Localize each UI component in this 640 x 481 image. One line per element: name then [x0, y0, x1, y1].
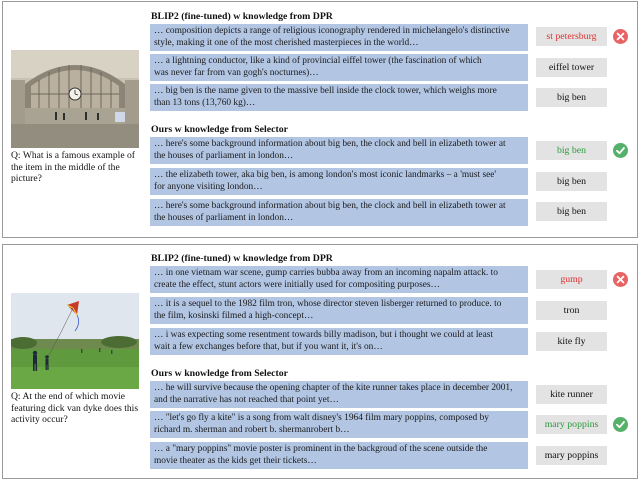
train-station-photo	[11, 50, 139, 148]
selector-passage-3: … a "mary poppins" movie poster is prominent in the backgroud of the scene outside the movie theater as the kids get their tickets…	[150, 442, 528, 469]
dpr-answer-1: gump	[536, 270, 607, 289]
selector-answer-1: kite runner	[536, 385, 607, 404]
dpr-answer-1: st petersburg	[536, 27, 607, 46]
dpr-passage-1: … in one vietnam war scene, gump carries bubba away from an incoming napalm attack. to create the effect, stunt actors were initially used for compositing purposes…	[150, 266, 528, 293]
dpr-passage-1: … composition depicts a range of religious iconography rendered in michelangelo's distinctive style, making it one of the most cherished masterpieces in the world…	[150, 24, 528, 51]
selector-passage-1: … he will survive because the opening chapter of the kite runner takes place in december 2001, and the narrative has not reached that point yet…	[150, 381, 528, 408]
wrong-x-icon	[613, 272, 628, 287]
example-panel-2	[2, 244, 638, 479]
dpr-passage-3: … i was expecting some resentment towards billy madison, but i thought we could at least wait a few exchanges before that, but if you want it, it's on…	[150, 328, 528, 355]
selector-passage-2: … the elizabeth tower, aka big ben, is among london's most iconic landmarks – a 'must see' for anyone visiting london…	[150, 168, 528, 195]
dpr-answer-3: kite fly	[536, 332, 607, 351]
dpr-passage-2: … a lightning conductor, like a kind of provincial eiffel tower (the fascination of which was never far from van gogh's nocturnes)…	[150, 54, 528, 81]
selector-answer-3: mary poppins	[536, 446, 607, 465]
wrong-x-icon	[613, 29, 628, 44]
question-text: Q: What is a famous example of the item in the middle of the picture?	[11, 150, 135, 185]
dpr-answer-3: big ben	[536, 88, 607, 107]
selector-section-title: Ours w knowledge from Selector	[151, 124, 288, 135]
dpr-section-title: BLIP2 (fine-tuned) w knowledge from DPR	[151, 253, 333, 264]
dpr-passage-2: … it is a sequel to the 1982 film tron, whose director steven lisberger returned to produce. to the film, kosinski filmed a high-concept…	[150, 297, 528, 324]
selector-passage-3: … here's some background information about big ben, the clock and bell in elizabeth tower at the houses of parliament in london…	[150, 199, 528, 226]
selector-passage-1: … here's some background information about big ben, the clock and bell in elizabeth tower at the houses of parliament in london…	[150, 137, 528, 164]
selector-answer-2: mary poppins	[536, 415, 607, 434]
question-text: Q: At the end of which movie featuring dick van dyke does this activity occur?	[11, 391, 139, 426]
correct-check-icon	[613, 143, 628, 158]
example-panel-1	[2, 1, 638, 238]
dpr-passage-3: … big ben is the name given to the massive bell inside the clock tower, which weighs more than 13 tons (13,760 kg)…	[150, 84, 528, 111]
selector-section-title: Ours w knowledge from Selector	[151, 368, 288, 379]
dpr-answer-2: tron	[536, 301, 607, 320]
kite-park-photo	[11, 293, 139, 389]
selector-answer-1: big ben	[536, 141, 607, 160]
selector-answer-2: big ben	[536, 172, 607, 191]
selector-passage-2: … "let's go fly a kite" is a song from walt disney's 1964 film mary poppins, composed by richard m. sherman and robert b. shermanrobert b…	[150, 411, 528, 438]
dpr-answer-2: eiffel tower	[536, 58, 607, 77]
dpr-section-title: BLIP2 (fine-tuned) w knowledge from DPR	[151, 11, 333, 22]
correct-check-icon	[613, 417, 628, 432]
selector-answer-3: big ben	[536, 202, 607, 221]
